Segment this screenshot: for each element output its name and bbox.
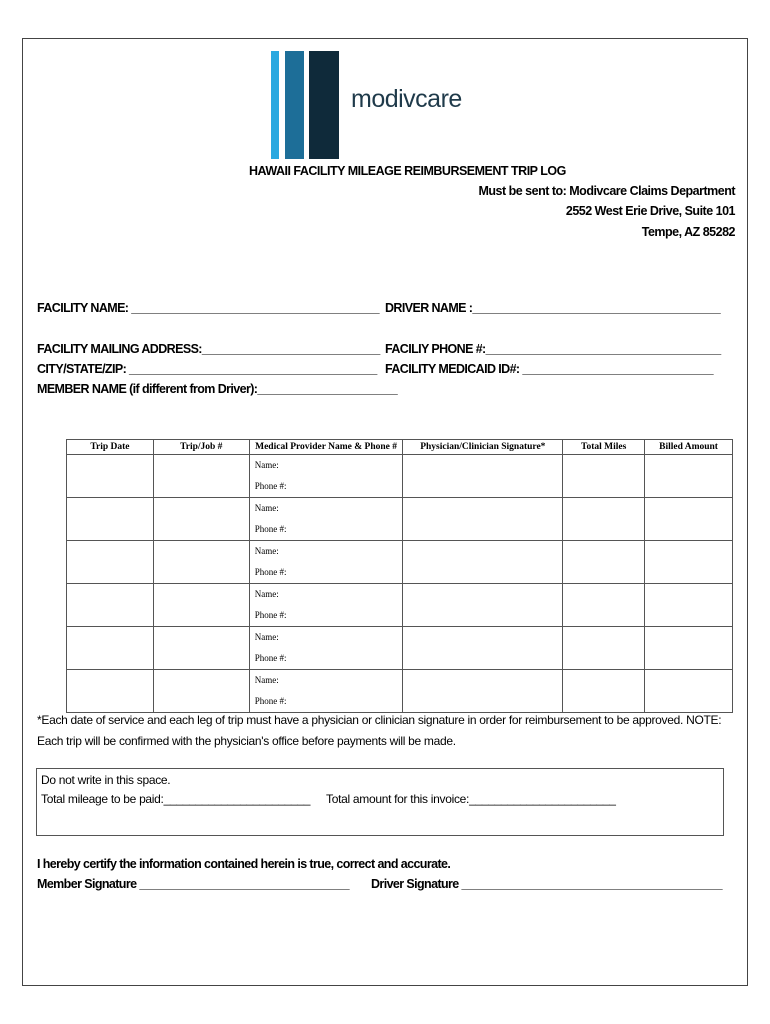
- driver-signature-field[interactable]: Driver Signature _________________________________________: [371, 877, 722, 891]
- provider-phone-label: Phone #:: [254, 481, 287, 491]
- provider-name-label: Name:: [254, 675, 279, 685]
- provider-name-label: Name:: [254, 460, 279, 470]
- total-miles-cell[interactable]: [563, 498, 645, 541]
- trip-date-cell[interactable]: [67, 541, 154, 584]
- provider-cell[interactable]: [249, 541, 403, 584]
- billed-amount-cell[interactable]: [645, 584, 733, 627]
- provider-phone-label: Phone #:: [254, 696, 287, 706]
- trip-job-cell[interactable]: [153, 670, 249, 713]
- billed-amount-cell[interactable]: [645, 455, 733, 498]
- trip-job-cell[interactable]: [153, 455, 249, 498]
- signature-cell[interactable]: [403, 455, 563, 498]
- address-line-2: Tempe, AZ 85282: [641, 225, 735, 239]
- facility-name-field[interactable]: FACILITY NAME: _______________________________________: [37, 301, 379, 315]
- trip-job-cell[interactable]: [153, 627, 249, 670]
- table-row: [67, 455, 733, 498]
- office-use-heading: Do not write in this space.: [41, 773, 171, 787]
- provider-name-label: Name:: [254, 503, 279, 513]
- facility-phone-field[interactable]: FACILIY PHONE #:_____________________________________: [385, 342, 721, 356]
- trip-date-cell[interactable]: [67, 455, 154, 498]
- total-miles-cell[interactable]: [563, 670, 645, 713]
- provider-phone-label: Phone #:: [254, 524, 287, 534]
- form-title: HAWAII FACILITY MILEAGE REIMBURSEMENT TRIP LOG: [249, 164, 566, 178]
- trip-job-cell[interactable]: [153, 498, 249, 541]
- header-trip-date: Trip Date: [67, 440, 154, 455]
- header-physician-signature: Physician/Clinician Signature*: [403, 440, 563, 455]
- signature-cell[interactable]: [403, 541, 563, 584]
- provider-cell[interactable]: [249, 627, 403, 670]
- billed-amount-cell[interactable]: [645, 670, 733, 713]
- table-row: [67, 627, 733, 670]
- table-header-row: [67, 440, 733, 455]
- header-trip-job: Trip/Job #: [153, 440, 249, 455]
- total-miles-cell[interactable]: [563, 541, 645, 584]
- provider-name-label: Name:: [254, 546, 279, 556]
- trip-date-cell[interactable]: [67, 584, 154, 627]
- trip-date-cell[interactable]: [67, 498, 154, 541]
- total-miles-cell[interactable]: [563, 627, 645, 670]
- trip-job-cell[interactable]: [153, 541, 249, 584]
- billed-amount-cell[interactable]: [645, 627, 733, 670]
- billed-amount-cell[interactable]: [645, 541, 733, 584]
- header-total-miles: Total Miles: [563, 440, 645, 455]
- table-row: [67, 541, 733, 584]
- provider-phone-label: Phone #:: [254, 610, 287, 620]
- provider-name-label: Name:: [254, 589, 279, 599]
- facility-mailing-address-field[interactable]: FACILITY MAILING ADDRESS:____________________________: [37, 342, 380, 356]
- city-state-zip-field[interactable]: CITY/STATE/ZIP: _______________________________________: [37, 362, 377, 376]
- trip-job-cell[interactable]: [153, 584, 249, 627]
- signature-cell[interactable]: [403, 670, 563, 713]
- office-use-box: [36, 768, 724, 836]
- header-medical-provider: Medical Provider Name & Phone #: [249, 440, 403, 455]
- trip-date-cell[interactable]: [67, 627, 154, 670]
- provider-cell[interactable]: [249, 498, 403, 541]
- member-signature-field[interactable]: Member Signature _________________________________: [37, 877, 349, 891]
- total-amount-field[interactable]: Total amount for this invoice:_______________________: [326, 792, 616, 806]
- certification-statement: I hereby certify the information contained herein is true, correct and accurate.: [37, 857, 451, 871]
- provider-phone-label: Phone #:: [254, 653, 287, 663]
- member-name-field[interactable]: MEMBER NAME (if different from Driver):______________________: [37, 382, 398, 396]
- logo-bar-dark: [309, 51, 339, 159]
- table-row: [67, 670, 733, 713]
- logo-bar-mid: [285, 51, 304, 159]
- address-line-1: 2552 West Erie Drive, Suite 101: [565, 204, 735, 218]
- total-miles-cell[interactable]: [563, 455, 645, 498]
- table-row: [67, 498, 733, 541]
- facility-medicaid-id-field[interactable]: FACILITY MEDICAID ID#: ______________________________: [385, 362, 713, 376]
- signature-cell[interactable]: [403, 584, 563, 627]
- header-billed-amount: Billed Amount: [645, 440, 733, 455]
- total-mileage-field[interactable]: Total mileage to be paid:_______________________: [41, 792, 311, 806]
- trip-date-cell[interactable]: [67, 670, 154, 713]
- provider-cell[interactable]: [249, 584, 403, 627]
- driver-name-field[interactable]: DRIVER NAME :_______________________________________: [385, 301, 721, 315]
- signature-note: *Each date of service and each leg of trip must have a physician or clinician signature in order for reimbursement to be approved. NOTE: Each trip will be confirmed with the physician's office before payments will be made.: [37, 713, 722, 748]
- billed-amount-cell[interactable]: [645, 498, 733, 541]
- form-page: [22, 38, 748, 986]
- trip-log-table: [66, 439, 733, 713]
- table-row: [67, 584, 733, 627]
- provider-name-label: Name:: [254, 632, 279, 642]
- logo-bar-light: [271, 51, 279, 159]
- signature-cell[interactable]: [403, 498, 563, 541]
- send-to-line: Must be sent to: Modivcare Claims Department: [478, 184, 735, 198]
- signature-cell[interactable]: [403, 627, 563, 670]
- total-miles-cell[interactable]: [563, 584, 645, 627]
- logo-wordmark: modivcare: [351, 85, 462, 113]
- provider-cell[interactable]: [249, 455, 403, 498]
- provider-phone-label: Phone #:: [254, 567, 287, 577]
- provider-cell[interactable]: [249, 670, 403, 713]
